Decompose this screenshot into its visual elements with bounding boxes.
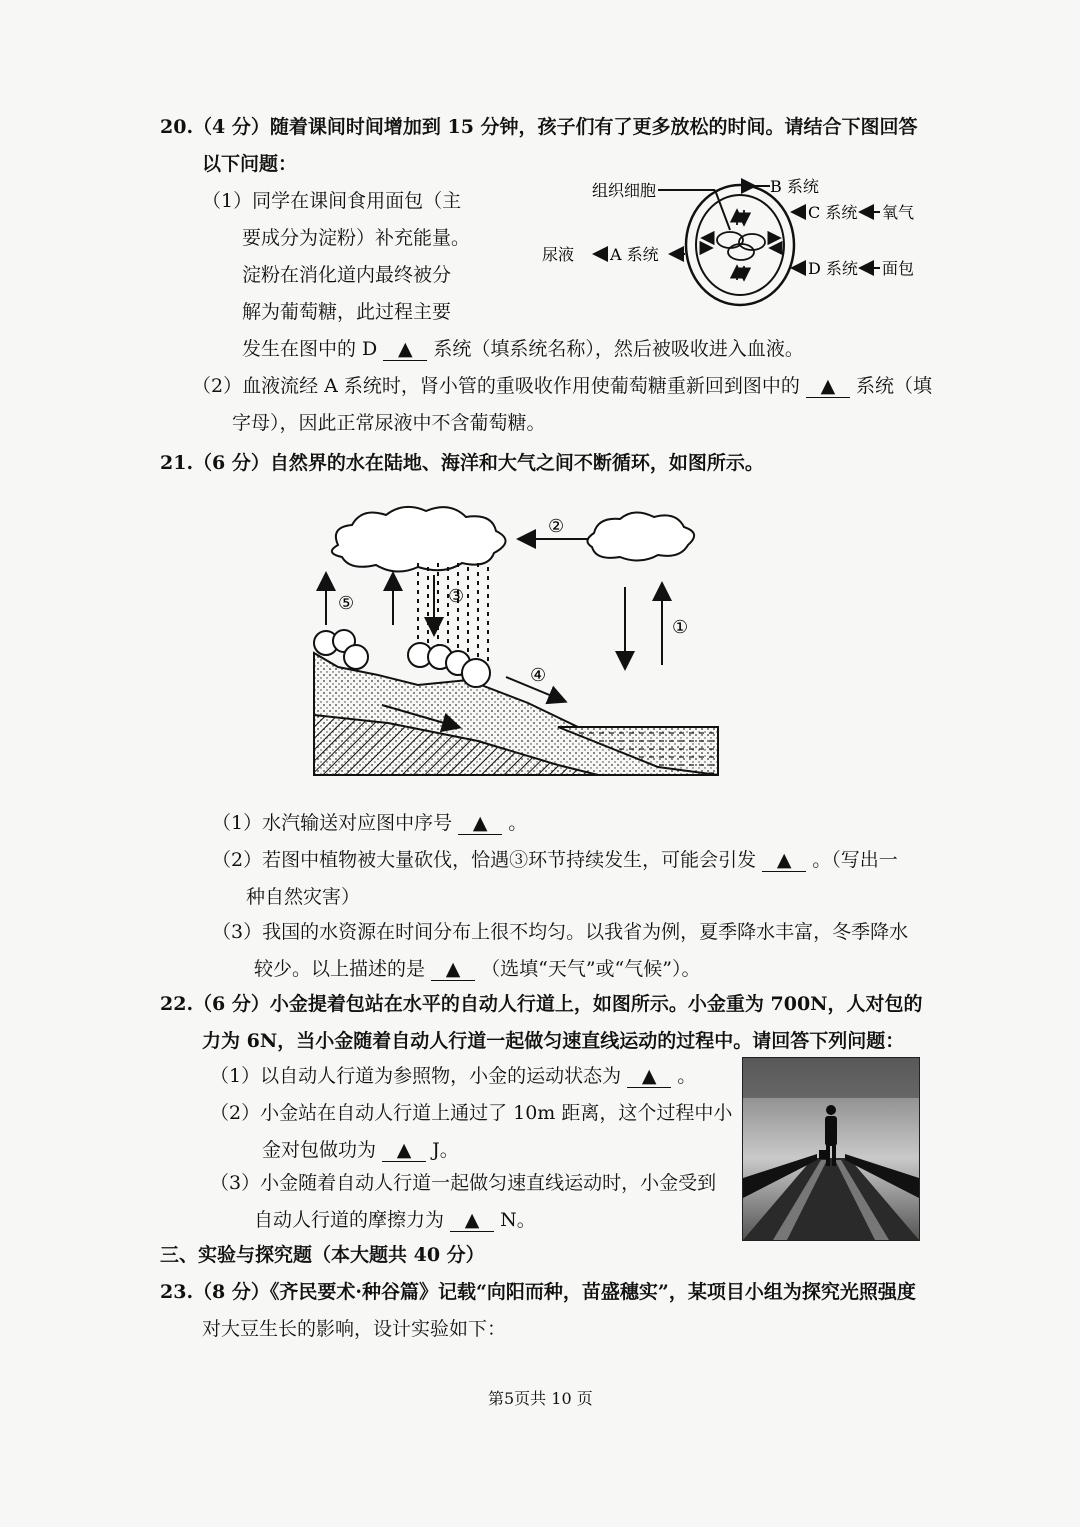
answer-blank: ▲ bbox=[382, 1141, 426, 1162]
answer-blank: ▲ bbox=[450, 1211, 494, 1232]
body-system-diagram bbox=[530, 170, 930, 320]
q20-part1-line1: （1）同学在课间食用面包（主 bbox=[202, 190, 462, 212]
q21-part1-text-b: 。 bbox=[508, 812, 528, 834]
label-bread: 面包 bbox=[882, 259, 915, 278]
q21-part1 bbox=[212, 808, 527, 835]
rain-cloud bbox=[332, 507, 506, 572]
q22-part2-line1: （2）小金站在自动人行道上通过了 10m 距离，这个过程中小 bbox=[210, 1102, 733, 1124]
tissue-cells bbox=[717, 232, 765, 260]
answer-blank: ▲ bbox=[383, 340, 427, 361]
label-b-system: B 系统 bbox=[770, 177, 819, 196]
q20-part2-text-b: 系统（填 bbox=[855, 375, 932, 397]
q22-part2-text-a: 金对包做功为 bbox=[262, 1139, 377, 1161]
section-3-heading: 三、实验与探究题（本大题共 40 分） bbox=[160, 1244, 485, 1266]
q20-part1-line2: 要成分为淀粉）补充能量。 bbox=[242, 227, 471, 249]
q22-part3-line2 bbox=[254, 1205, 536, 1232]
q20-part2-line1 bbox=[192, 371, 932, 398]
q20-part1-line5 bbox=[242, 334, 804, 361]
q23-title-line2: 对大豆生长的影响，设计实验如下： bbox=[202, 1318, 507, 1340]
answer-blank: ▲ bbox=[762, 851, 806, 872]
q21-part2-text-a: （2）若图中植物被大量砍伐，恰遇 bbox=[212, 849, 510, 871]
q21-part2-text-c: 。（写出一 bbox=[812, 849, 898, 871]
q22-title: 22.（6 分）小金提着包站在水平的自动人行道上，如图所示。小金重为 700N，人对包的 bbox=[160, 993, 923, 1015]
q23-title: 23.（8 分）《齐民要术·种谷篇》记载“向阳而种，苗盛穗实”，某项目小组为探究光照强度 bbox=[160, 1281, 916, 1303]
q20-title-line2: 以下问题： bbox=[202, 153, 298, 175]
q20-part1-text-a: 发生在图中的 D bbox=[242, 338, 378, 360]
q21-part2-text-b: 环节持续发生，可能会引发 bbox=[528, 849, 757, 871]
page-footer: 第5页共 10 页 bbox=[488, 1389, 593, 1408]
q21-title: 21.（6 分）自然界的水在陆地、海洋和大气之间不断循环，如图所示。 bbox=[160, 452, 764, 474]
circled-3: ③ bbox=[509, 849, 529, 871]
label-c-system: C 系统 bbox=[808, 203, 858, 222]
q22-part2-text-b: J。 bbox=[432, 1139, 459, 1161]
label-3: ③ bbox=[448, 586, 465, 607]
ocean-cloud bbox=[587, 512, 694, 560]
q21-part1-text-a: （1）水汽输送对应图中序号 bbox=[212, 812, 453, 834]
q21-part3-line2 bbox=[254, 954, 700, 981]
q21-part2-line1 bbox=[212, 845, 898, 872]
label-tissue-cell: 组织细胞 bbox=[592, 181, 657, 200]
q22-part2-line2 bbox=[262, 1135, 459, 1162]
q20-part2-text-a: （2）血液流经 A 系统时，肾小管的重吸收作用使葡萄糖重新回到图中的 bbox=[192, 375, 800, 397]
q20-title: 20.（4 分）随着课间时间增加到 15 分钟，孩子们有了更多放松的时间。请结合下图回答 bbox=[160, 116, 918, 138]
q20-part1-text-b: 系统（填系统名称），然后被吸收进入血液。 bbox=[433, 338, 804, 360]
q20-part1-line3: 淀粉在消化道内最终被分 bbox=[242, 264, 452, 286]
q21-part3-text-a: 较少。以上描述的是 bbox=[254, 958, 426, 980]
answer-blank: ▲ bbox=[431, 960, 475, 981]
q21-part3-line1: （3）我国的水资源在时间分布上很不均匀。以我省为例，夏季降水丰富，冬季降水 bbox=[212, 921, 909, 943]
label-oxygen: 氧气 bbox=[882, 203, 915, 222]
label-a-system: A 系统 bbox=[610, 245, 659, 264]
q20-part2-line2: 字母），因此正常尿液中不含葡萄糖。 bbox=[232, 412, 546, 434]
q22-part3-line1: （3）小金随着自动人行道一起做匀速直线运动时，小金受到 bbox=[210, 1172, 717, 1194]
answer-blank: ▲ bbox=[627, 1067, 671, 1088]
label-2: ② bbox=[548, 516, 565, 537]
q22-part3-text-b: N。 bbox=[500, 1209, 536, 1231]
q22-part1 bbox=[210, 1061, 696, 1088]
moving-walkway-photo bbox=[742, 1057, 920, 1241]
label-5: ⑤ bbox=[338, 593, 355, 614]
q22-part3-text-a: 自动人行道的摩擦力为 bbox=[254, 1209, 445, 1231]
answer-blank: ▲ bbox=[806, 377, 850, 398]
label-d-system: D 系统 bbox=[808, 259, 858, 278]
q22-part1-text-a: （1）以自动人行道为参照物，小金的运动状态为 bbox=[210, 1065, 622, 1087]
label-1: ① bbox=[672, 617, 689, 638]
answer-blank: ▲ bbox=[458, 814, 502, 835]
q21-part2-line2: 种自然灾害） bbox=[246, 886, 361, 908]
q21-part3-text-b: （选填“天气”或“气候”）。 bbox=[481, 958, 701, 980]
label-4: ④ bbox=[530, 665, 547, 686]
q22-title-line2: 力为 6N，当小金随着自动人行道一起做匀速直线运动的过程中。请回答下列问题： bbox=[202, 1030, 905, 1052]
q22-part1-text-b: 。 bbox=[677, 1065, 697, 1087]
water-cycle-diagram bbox=[298, 505, 724, 777]
q20-part1-line4: 解为葡萄糖，此过程主要 bbox=[242, 301, 452, 323]
label-urine: 尿液 bbox=[542, 245, 575, 264]
